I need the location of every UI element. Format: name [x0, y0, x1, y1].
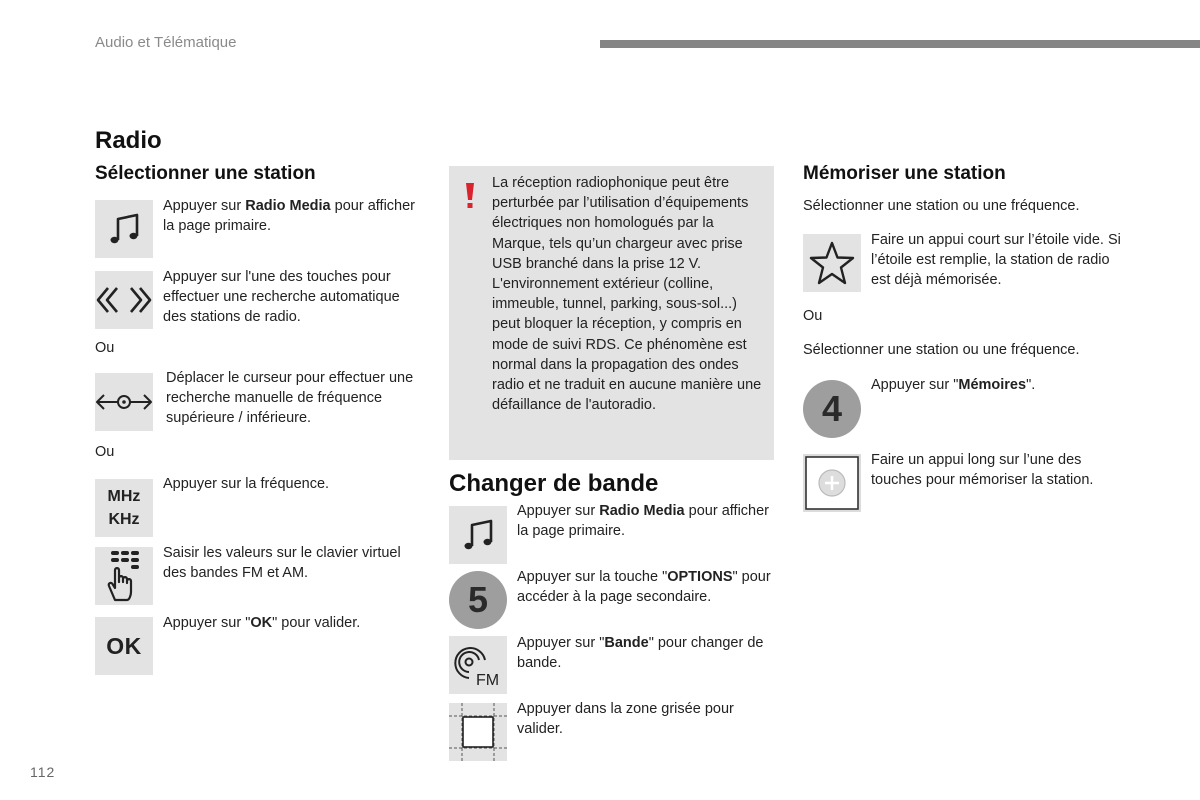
memorize-step-long-press: Faire un appui long sur l’une des touches pour mémoriser la station.	[871, 452, 1094, 489]
warning-text	[492, 173, 767, 415]
section-title-band: Changer de bande	[449, 470, 659, 497]
band-step-grey-zone: Appuyer dans la zone grisée pour valider.	[517, 701, 734, 738]
warning-paragraph-1: La réception radiophonique peut être perturbée par l’utilisation d’équipements électriques non homologués par la Marque, tels qu’un chargeur avec prise USB branché dans la prise 12 V.	[492, 175, 749, 272]
or-label: Ou	[95, 444, 115, 460]
music-note-icon	[449, 506, 507, 564]
warning-icon	[463, 183, 477, 214]
step-badge-5: 5	[449, 571, 507, 629]
memorize-step-star: Faire un appui court sur l’étoile vide. Si l’étoile est remplie, la station de radio est déjà mémorisée.	[871, 232, 1121, 289]
mhz-label: MHz	[107, 488, 141, 505]
fm-label: FM	[476, 672, 500, 689]
step-auto-seek: Appuyer sur l'une des touches pour effectuer une recherche automatique des stations de radio.	[163, 269, 400, 326]
band-step-options: Appuyer sur la touche "OPTIONS" pour accéder à la page secondaire.	[517, 569, 771, 606]
running-header: Audio et Télématique	[95, 34, 237, 51]
step-press-frequency: Appuyer sur la fréquence.	[163, 476, 330, 492]
warning-paragraph-2: L'environnement extérieur (colline, immeuble, tunnel, parking, sous-sol...) peut bloquer la réception, y compris en mode de suivi RDS. Ce phénomène est normal dans la propagation des ondes radio et ne traduit en aucune manière une défaillance de l'autoradio.	[492, 276, 762, 414]
or-label: Ou	[803, 308, 823, 324]
fm-band-icon	[449, 636, 507, 694]
memorize-step-memoires: Appuyer sur "Mémoires".	[871, 377, 1036, 393]
keypad-touch-icon	[95, 547, 153, 605]
seek-arrows-icon	[95, 271, 153, 329]
ok-tile	[95, 617, 153, 675]
preset-tile	[803, 454, 861, 512]
music-note-icon	[95, 200, 153, 258]
khz-label: KHz	[108, 511, 140, 528]
section-title-radio: Radio	[95, 127, 162, 154]
grey-zone-icon	[449, 703, 507, 761]
step-radio-media: Appuyer sur Radio Media pour afficher la page primaire.	[163, 198, 415, 235]
ok-label: OK	[106, 632, 142, 659]
frequency-slider-icon	[95, 373, 153, 431]
frequency-unit-tile	[95, 479, 153, 537]
step-virtual-keypad: Saisir les valeurs sur le clavier virtuel des bandes FM et AM.	[163, 545, 401, 582]
step-manual-seek: Déplacer le curseur pour effectuer une recherche manuelle de fréquence supérieure / inférieure.	[166, 370, 414, 427]
band-step-radio-media: Appuyer sur Radio Media pour afficher la page primaire.	[517, 503, 769, 540]
or-label: Ou	[95, 340, 115, 356]
step-badge-4: 4	[803, 380, 861, 438]
memorize-intro-2: Sélectionner une station ou une fréquence.	[803, 342, 1080, 358]
memorize-intro-1: Sélectionner une station ou une fréquence.	[803, 198, 1080, 214]
subsection-title-memorize: Mémoriser une station	[803, 163, 1006, 184]
page-number: 112	[30, 764, 56, 780]
header-bar	[600, 40, 1200, 48]
step-press-ok: Appuyer sur "OK" pour valider.	[163, 615, 361, 631]
band-step-bande: Appuyer sur "Bande" pour changer de bande.	[517, 635, 764, 672]
subsection-title-select: Sélectionner une station	[95, 163, 316, 184]
star-outline-icon	[803, 234, 861, 292]
